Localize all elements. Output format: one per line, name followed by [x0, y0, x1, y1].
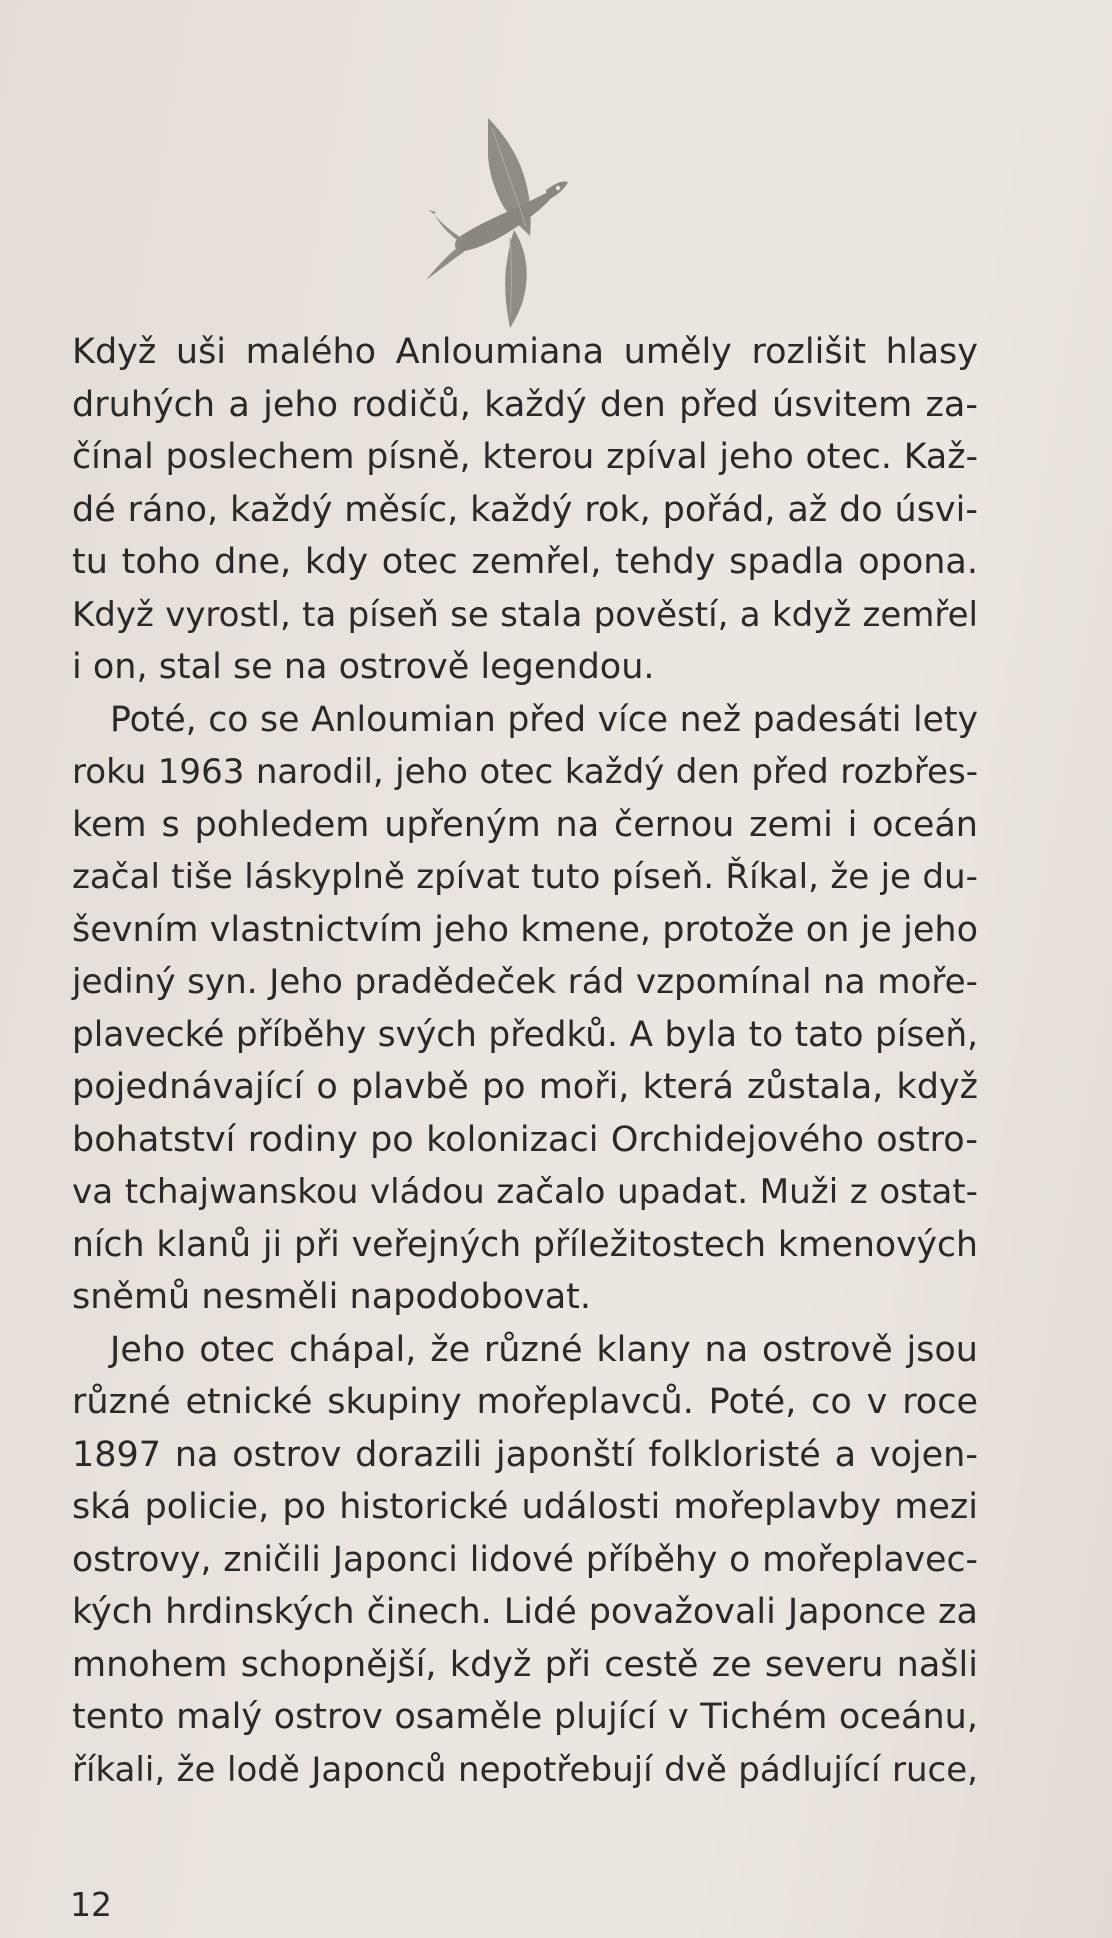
text-line: ševním vlastnictvím jeho kmene, protože on je jeho — [72, 909, 978, 950]
text-line: 1897 na ostrov dorazili japonští folkloristé a vojen- — [72, 1434, 978, 1475]
text-line: Když vyrostl, ta píseň se stala pověstí, a když zemřel — [72, 594, 978, 635]
page-number: 12 — [70, 1885, 112, 1924]
text-line: bohatství rodiny po kolonizaci Orchidejového ostro- — [72, 1119, 978, 1160]
text-line: říkali, že lodě Japonců nepotřebují dvě pádlující ruce, — [72, 1749, 978, 1790]
text-line: ních klanů ji při veřejných příležitostech kmenových — [72, 1224, 978, 1265]
body-text — [72, 326, 978, 1796]
paragraph-3 — [72, 1324, 978, 1797]
text-line: dé ráno, každý měsíc, každý rok, pořád, až do úsvi- — [72, 489, 978, 530]
text-line: kem s pohledem upřeným na černou zemi i oceán — [72, 804, 978, 845]
text-line: sněmů nesměli napodobovat. — [72, 1277, 592, 1317]
text-line: i on, stal se na ostrově legendou. — [72, 647, 655, 687]
text-line: druhých a jeho rodičů, každý den před úsvitem za- — [72, 384, 978, 425]
text-line: jediný syn. Jeho pradědeček rád vzpomínal na moře- — [72, 962, 978, 1002]
text-line: tento malý ostrov osaměle plující v Tichém oceánu, — [72, 1697, 978, 1737]
text-line: tu toho dne, kdy otec zemřel, tehdy spadla opona. — [72, 542, 978, 582]
text-line: Když uši malého Anloumiana uměly rozlišit hlasy — [72, 332, 978, 372]
flying-fish-icon — [418, 118, 588, 328]
text-line: začal tiše láskyplně zpívat tuto píseň. Říkal, že je du- — [72, 857, 978, 897]
text-line: kých hrdinských činech. Lidé považovali Japonce za — [72, 1592, 978, 1632]
text-line: plavecké příběhy svých předků. A byla to tato píseň, — [72, 1014, 978, 1055]
text-line: Poté, co se Anloumian před více než padesáti lety — [110, 699, 978, 740]
text-line: čínal poslechem písně, kterou zpíval jeho otec. Kaž- — [72, 437, 978, 477]
paragraph-2 — [72, 694, 978, 1324]
text-line: ostrovy, zničili Japonci lidové příběhy o mořeplavec- — [72, 1539, 978, 1580]
text-line: va tchajwanskou vládou začalo upadat. Muži z ostat- — [72, 1172, 978, 1212]
text-line: mnohem schopnější, když při cestě ze severu našli — [72, 1644, 978, 1685]
text-line: různé etnické skupiny mořeplavců. Poté, co v roce — [72, 1382, 978, 1422]
paragraph-1 — [72, 326, 978, 694]
text-line: roku 1963 narodil, jeho otec každý den před rozbřes- — [72, 752, 978, 792]
text-line: Jeho otec chápal, že různé klany na ostrově jsou — [110, 1329, 978, 1370]
text-line: pojednávající o plavbě po moři, která zůstala, když — [72, 1067, 978, 1107]
text-line: ská policie, po historické události mořeplavby mezi — [72, 1487, 978, 1527]
